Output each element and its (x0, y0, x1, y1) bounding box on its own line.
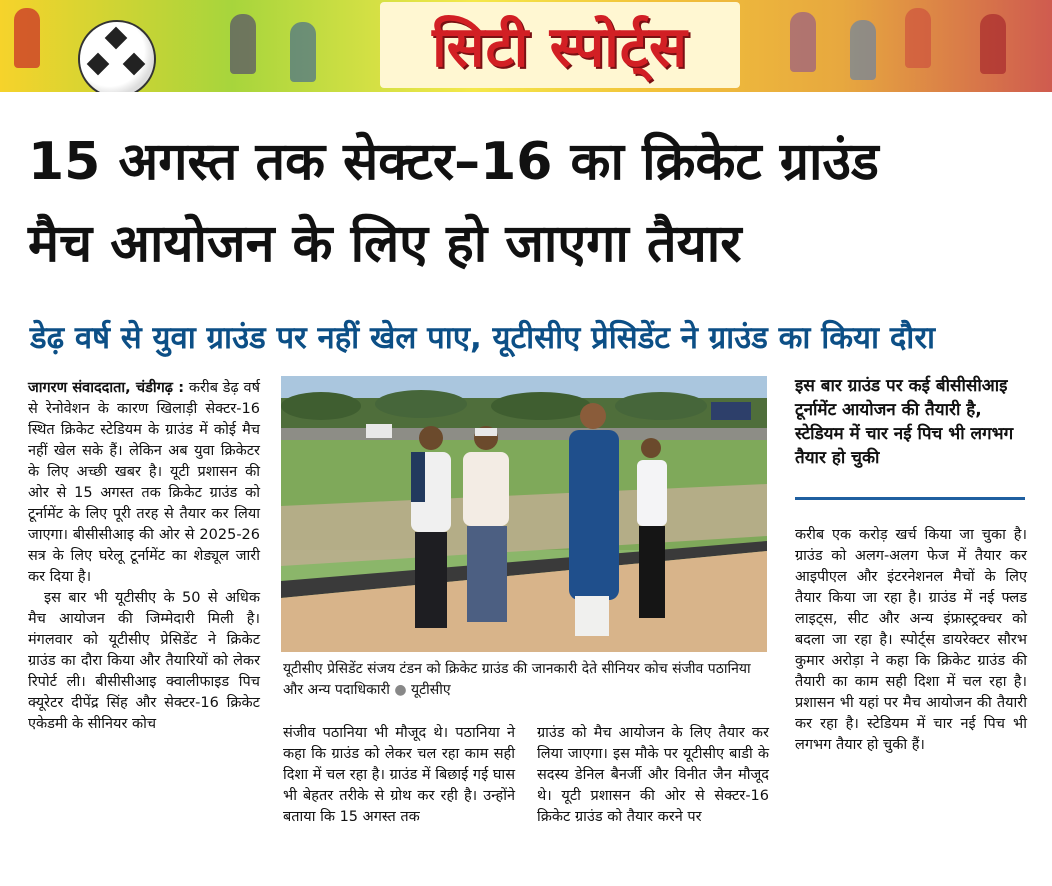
caption-text: यूटीसीए प्रेसिडेंट संजय टंडन को क्रिकेट ग्राउंड की जानकारी देते सीनियर कोच संजीव पठानिया और अन्य पदाधिकारी (283, 661, 751, 698)
bullet-icon: ● (394, 682, 407, 698)
article-paragraph: करीब एक करोड़ खर्च किया जा चुका है। ग्राउंड को अलग-अलग फेज में तैयार कर आइपीएल और इंटरनेशनल मैचों के लिए तैयार किया जा रहा है। ग्राउंड में नई फ्लड लाइट्स, सीट और अन्य इंफ्रास्ट्रक्चर को बदला जा रहा है। स्पोर्ट्स डायरेक्टर सौरभ कुमार अरोड़ा ने कहा कि क्रिकेट ग्राउंड की तैयारी का काम सही दिशा में चल रहा है। प्रशासन भी यहां पर मैच आयोजन की तैयारी कर रहा है। स्टेडियम में चार नई पिच भी लगभग तैयार हो चुकी हैं। (795, 527, 1027, 753)
byline: जागरण संवाददाता, चंडीगढ़ : (28, 380, 185, 396)
player-silhouette-icon (14, 8, 40, 68)
photo-caption (283, 659, 765, 701)
cricket-ground-photo (281, 376, 767, 652)
article-paragraph (28, 378, 260, 588)
article-column-2 (283, 723, 515, 828)
player-silhouette-icon (850, 20, 876, 80)
article-paragraph: संजीव पठानिया भी मौजूद थे। पठानिया ने कहा कि ग्राउंड को लेकर चल रहा काम सही दिशा में चल रहा है। ग्राउंड में बिछाई गई घास भी बेहतर तरीके से ग्रोथ कर रही है। उन्होंने बताया कि 15 अगस्त तक (283, 725, 515, 825)
pull-quote: इस बार ग्राउंड पर कई बीसीसीआइ टूर्नामेंट आयोजन की तैयारी है, स्टेडियम में चार नई पिच भी लगभग तैयार हो चुकी (795, 376, 1014, 468)
section-title: सिटी स्पोर्ट्स (380, 2, 740, 88)
player-silhouette-icon (230, 14, 256, 74)
player-silhouette-icon (905, 8, 931, 68)
article-paragraph: ग्राउंड को मैच आयोजन के लिए तैयार कर लिया जाएगा। इस मौके पर यूटीसीए बाडी के सदस्य डेनिल बैनर्जी और विनीत जैन मौजूद थे। यूटी प्रशासन की ओर से सेक्टर-16 क्रिकेट ग्राउंड को तैयार करने पर (537, 725, 769, 825)
article-column-4 (795, 525, 1027, 756)
paragraph-text: करीब डेढ़ वर्ष से रेनोवेशन के कारण खिलाड़ी सेक्टर-16 स्थित क्रिकेट स्टेडियम के ग्राउंड में कोई मैच नहीं खेल सके हैं। लेकिन अब युवा क्रिकेटर के लिए अच्छी खबर है। यूटी प्रशासन की ओर से 15 अगस्त तक क्रिकेट ग्राउंड को टूर्नामेंट के लिए पूरी तरह से तैयार कर लिया जाएगा। बीसीसीआइ की ओर से 2025-26 सत्र के लिए घरेलू टूर्नामेंट का शेड्यूल जारी कर दिया है। (28, 380, 260, 585)
section-banner (0, 0, 1052, 92)
photo-credit: यूटीसीए (411, 682, 451, 698)
divider (795, 497, 1025, 500)
article-column-3 (537, 723, 769, 828)
headline-line-1: 15 अगस्त तक सेक्टर–16 का क्रिकेट ग्राउंड (28, 132, 879, 192)
article-column-1 (28, 378, 260, 735)
headline-line-2: मैच आयोजन के लिए हो जाएगा तैयार (28, 214, 742, 274)
football-icon (78, 20, 156, 92)
news-photo (281, 376, 767, 652)
subheadline: डेढ़ वर्ष से युवा ग्राउंड पर नहीं खेल पाए, यूटीसीए प्रेसिडेंट ने ग्राउंड का किया दौरा (30, 320, 936, 356)
player-silhouette-icon (980, 14, 1006, 74)
article-paragraph: इस बार भी यूटीसीए के 50 से अधिक मैच आयोजन की जिम्मेदारी मिली है। मंगलवार को यूटीसीए प्रेसिडेंट ने क्रिकेट ग्राउंड का दौरा किया और तैयारियों को लेकर रिपोर्ट ली। बीसीसीआइ क्वालीफाइड पिच क्यूरेटर दीपेंद्र सिंह और सेक्टर-16 क्रिकेट एकेडमी के सीनियर कोच (28, 590, 260, 732)
player-silhouette-icon (290, 22, 316, 82)
player-silhouette-icon (790, 12, 816, 72)
